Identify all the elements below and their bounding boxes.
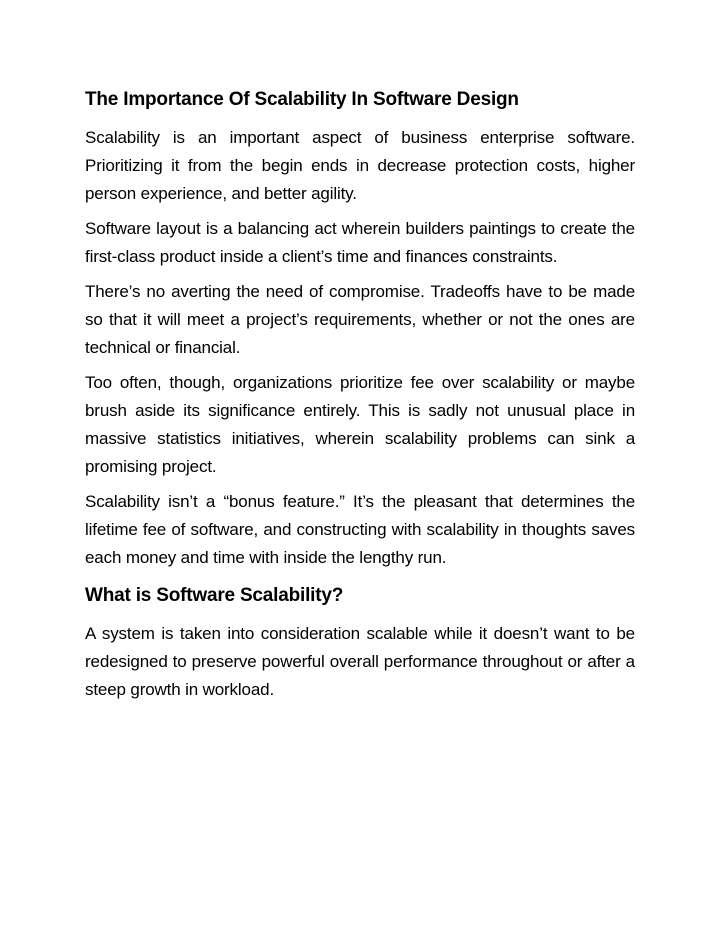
heading-what-is-scalability: What is Software Scalability? (85, 585, 344, 606)
paragraph: Software layout is a balancing act wherein builders paintings to create the first-class product inside a client’s time and finances constraints. (85, 219, 635, 266)
document-page (85, 86, 635, 711)
paragraph: Too often, though, organizations prioritize fee over scalability or maybe brush aside its significance entirely. This is sadly not unusual place in massive statistics initiatives, wherein scalability problems can sink a promising project. (85, 373, 635, 476)
paragraph: There’s no averting the need of compromise. Tradeoffs have to be made so that it will meet a project’s requirements, whether or not the ones are technical or financial. (85, 282, 635, 357)
heading-scalability-importance: The Importance Of Scalability In Software Design (85, 89, 519, 110)
paragraph: Scalability is an important aspect of business enterprise software. Prioritizing it from the begin ends in decrease protection costs, higher person experience, and better agility. (85, 128, 635, 203)
paragraph: A system is taken into consideration scalable while it doesn’t want to be redesigned to preserve powerful overall performance throughout or after a steep growth in workload. (85, 624, 635, 699)
paragraph: Scalability isn’t a “bonus feature.” It’s the pleasant that determines the lifetime fee of software, and constructing with scalability in thoughts saves each money and time with inside the lengthy run. (85, 492, 635, 567)
